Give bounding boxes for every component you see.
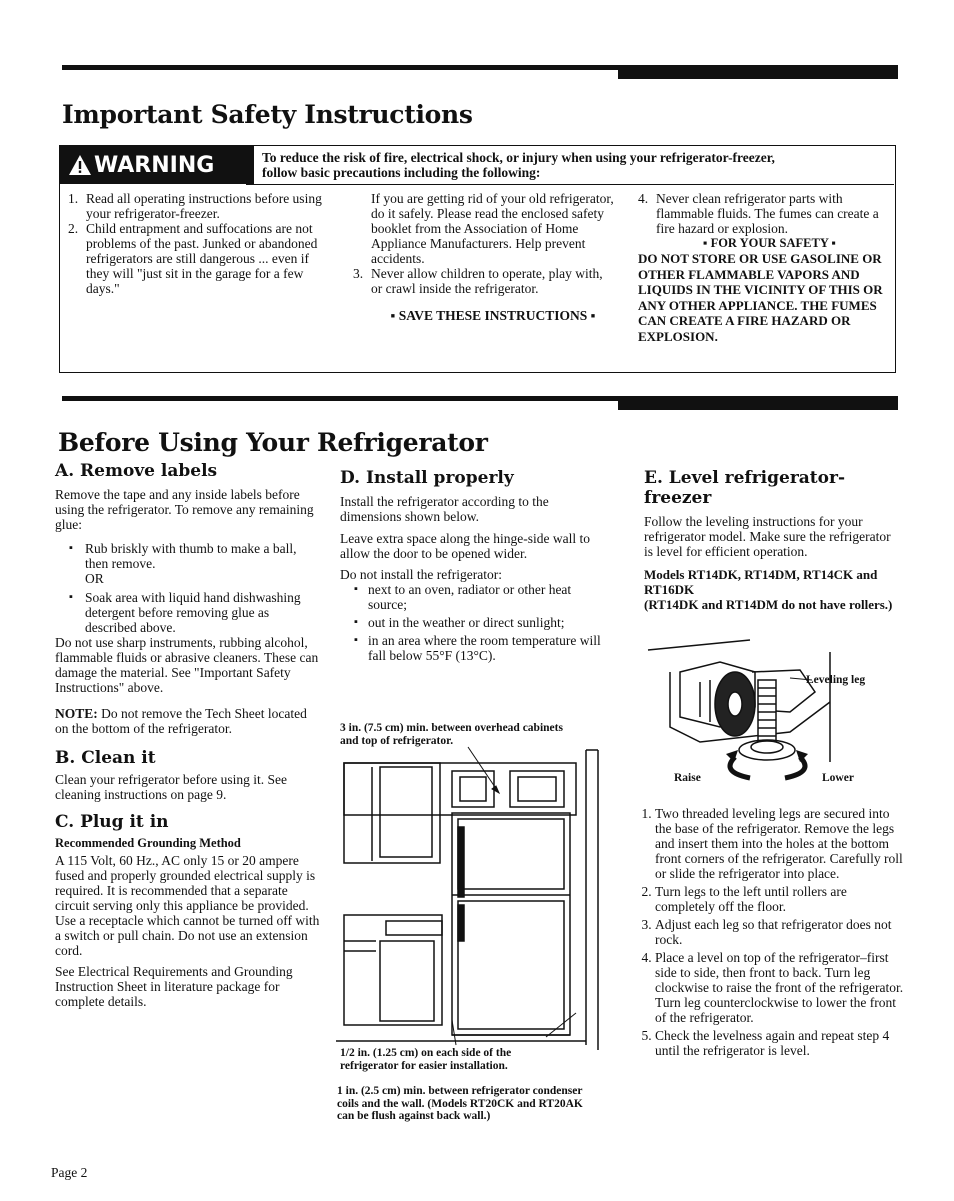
section-b-text: Clean your refrigerator before using it. See cleaning instructions on page 9.	[55, 772, 288, 802]
section-d-bullet-2: ▪ out in the weather or direct sunlight;	[340, 615, 605, 630]
section-c-text-2: See Electrical Requirements and Grounding Instruction Sheet in literature package for complete details.	[55, 964, 293, 1009]
leveling-steps	[630, 806, 905, 1058]
section-a-bullet-1: ▪ Rub briskly with thumb to make a ball, then remove.	[55, 541, 323, 571]
for-your-safety: ▪ FOR YOUR SAFETY ▪	[703, 236, 836, 250]
section-c-title: C. Plug it in	[55, 812, 169, 832]
note-text: Do not remove the Tech Sheet located on the bottom of the refrigerator.	[55, 706, 307, 736]
section-b-title: B. Clean it	[55, 748, 156, 768]
warning-triangle-icon	[68, 154, 92, 176]
section-d-text-3: Do not install the refrigerator:	[340, 567, 502, 582]
raise-label: Raise	[674, 772, 701, 784]
save-instructions: ▪ SAVE THESE INSTRUCTIONS ▪	[390, 308, 596, 323]
leveling-step-5: 5. Check the levelness again and repeat step 4 until the refrigerator is level.	[655, 1028, 905, 1058]
leveling-leg-label: Leveling leg	[806, 674, 866, 686]
section-a-or: OR	[85, 571, 104, 586]
section-e-models-note: (RT14DK and RT14DM do not have rollers.)	[644, 597, 893, 612]
section-d-text-2: Leave extra space along the hinge-side wall to allow the door to be opened wider.	[340, 531, 591, 561]
for-your-safety-text: FOR YOUR SAFETY	[710, 236, 829, 250]
safety-item-2-cont: If you are getting rid of your old refrigerator, do it safely. Please read the enclosed safety booklet from the Association of Home Appliance Manufacturers. Help prevent accidents.	[371, 191, 614, 266]
section-d-bullet-3: ▪ in an area where the room temperature will fall below 55°F (13°C).	[340, 633, 605, 663]
gasoline-warning: DO NOT STORE OR USE GASOLINE OR OTHER FLAMMABLE VAPORS AND LIQUIDS IN THE VICINITY OF THIS OR ANY OTHER APPLIANCE. THE FUMES CAN CREATE A FIRE HAZARD OR EXPLOSION.	[638, 251, 883, 344]
safety-item-4-num: 4.	[638, 191, 649, 206]
section-a-note	[55, 706, 323, 736]
section-a-title: A. Remove labels	[55, 461, 218, 481]
warning-intro-divider	[246, 184, 894, 185]
section-e-text: Follow the leveling instructions for your refrigerator model. Make sure the refrigerator is level for efficient operation.	[644, 514, 891, 559]
section-d-text-1: Install the refrigerator according to the dimensions shown below.	[340, 494, 549, 524]
before-title: Before Using Your Refrigerator	[58, 428, 488, 457]
section-d-title: D. Install properly	[340, 468, 514, 488]
install-caption-top: 3 in. (7.5 cm) min. between overhead cabinets and top of refrigerator.	[340, 722, 563, 747]
leveling-leg-illustration	[640, 632, 880, 792]
install-caption-back: 1 in. (2.5 cm) min. between refrigerator condenser coils and the wall. (Models RT20CK and RT20AK can be flush against back wall.)	[337, 1085, 583, 1122]
warning-label: WARNING	[94, 152, 215, 178]
leveling-step-3: 3. Adjust each leg so that refrigerator does not rock.	[655, 917, 905, 947]
safety-item-1	[68, 191, 328, 221]
warning-intro	[262, 150, 882, 180]
before-col-3	[644, 468, 894, 612]
note-label: NOTE:	[55, 706, 98, 721]
section-a-list	[55, 541, 323, 571]
safety-item-2-num: 2.	[68, 221, 79, 236]
warning-intro-line1: To reduce the risk of fire, electrical shock, or injury when using your refrigerator-freezer,	[262, 150, 775, 165]
safety-item-4	[638, 191, 883, 236]
before-col-1	[55, 461, 323, 1009]
leveling-step-1: 1. Two threaded leveling legs are secured into the base of the refrigerator. Remove the legs and insert them into the holes at the bottom front corners of the refrigerator. Carefully roll or slide the refrigerator into place.	[655, 806, 905, 881]
safety-item-1-text: Read all operating instructions before using your refrigerator-freezer.	[86, 191, 322, 221]
page-number: Page 2	[51, 1165, 88, 1180]
safety-col-1	[68, 191, 328, 296]
before-col-2	[340, 468, 605, 663]
warning-intro-line2: follow basic precautions including the following:	[262, 165, 541, 180]
section-c-text-1: A 115 Volt, 60 Hz., AC only 15 or 20 ampere fused and properly grounded electrical supply is required. It is recommended that a separate circuit serving only this appliance be provided. Use a receptacle which cannot be turned off with a switch or pull chain. Do not use an extension cord.	[55, 853, 320, 958]
save-instructions-text: SAVE THESE INSTRUCTIONS	[398, 308, 588, 323]
safety-item-3-text: Never allow children to operate, play with, or crawl inside the refrigerator.	[371, 266, 603, 296]
warning-banner	[60, 146, 254, 184]
safety-item-3	[353, 266, 615, 296]
safety-item-2-text: Child entrapment and suffocations are not problems of the past. Junked or abandoned refrigerators are still dangerous ... even if they will "just sit in the garage for a few days."	[86, 221, 318, 296]
section-d-bullet-1: ▪ next to an oven, radiator or other heat source;	[340, 582, 605, 612]
safety-col-3	[638, 191, 883, 344]
section-d-list	[340, 582, 605, 663]
install-caption-side: 1/2 in. (1.25 cm) on each side of the refrigerator for easier installation.	[340, 1047, 512, 1072]
section-c-subtitle: Recommended Grounding Method	[55, 836, 241, 850]
section-e-models: Models RT14DK, RT14DM, RT14CK and RT16DK	[644, 567, 878, 597]
safety-item-1-num: 1.	[68, 191, 79, 206]
section-a-list-2	[55, 590, 323, 635]
section-a-caution: Do not use sharp instruments, rubbing alcohol, flammable fluids or abrasive cleaners. These can damage the material. See "Important Safety Instructions" above.	[55, 635, 319, 695]
safety-col-2	[353, 191, 615, 323]
top-rule-block	[618, 65, 898, 79]
safety-item-3-num: 3.	[353, 266, 364, 281]
safety-item-4-text: Never clean refrigerator parts with flammable fluids. The fumes can create a fire hazard or explosion.	[656, 191, 879, 236]
safety-item-2	[68, 221, 328, 296]
install-clearance-diagram	[336, 745, 601, 1050]
safety-title: Important Safety Instructions	[62, 100, 473, 129]
leveling-step-2: 2. Turn legs to the left until rollers are completely off the floor.	[655, 884, 905, 914]
section-a-bullet-2: ▪ Soak area with liquid hand dishwashing detergent before removing glue as described above.	[55, 590, 323, 635]
section-a-intro: Remove the tape and any inside labels before using the refrigerator. To remove any remaining glue:	[55, 487, 314, 532]
section-e-title: E. Level refrigerator-freezer	[644, 468, 846, 508]
leveling-step-4: 4. Place a level on top of the refrigerator–first side to side, then front to back. Turn leg clockwise to raise the front of the refrigerator. Turn leg counterclockwise to lower the front of the refrigerator.	[655, 950, 905, 1025]
lower-label: Lower	[822, 772, 854, 784]
middle-rule-block	[618, 396, 898, 410]
